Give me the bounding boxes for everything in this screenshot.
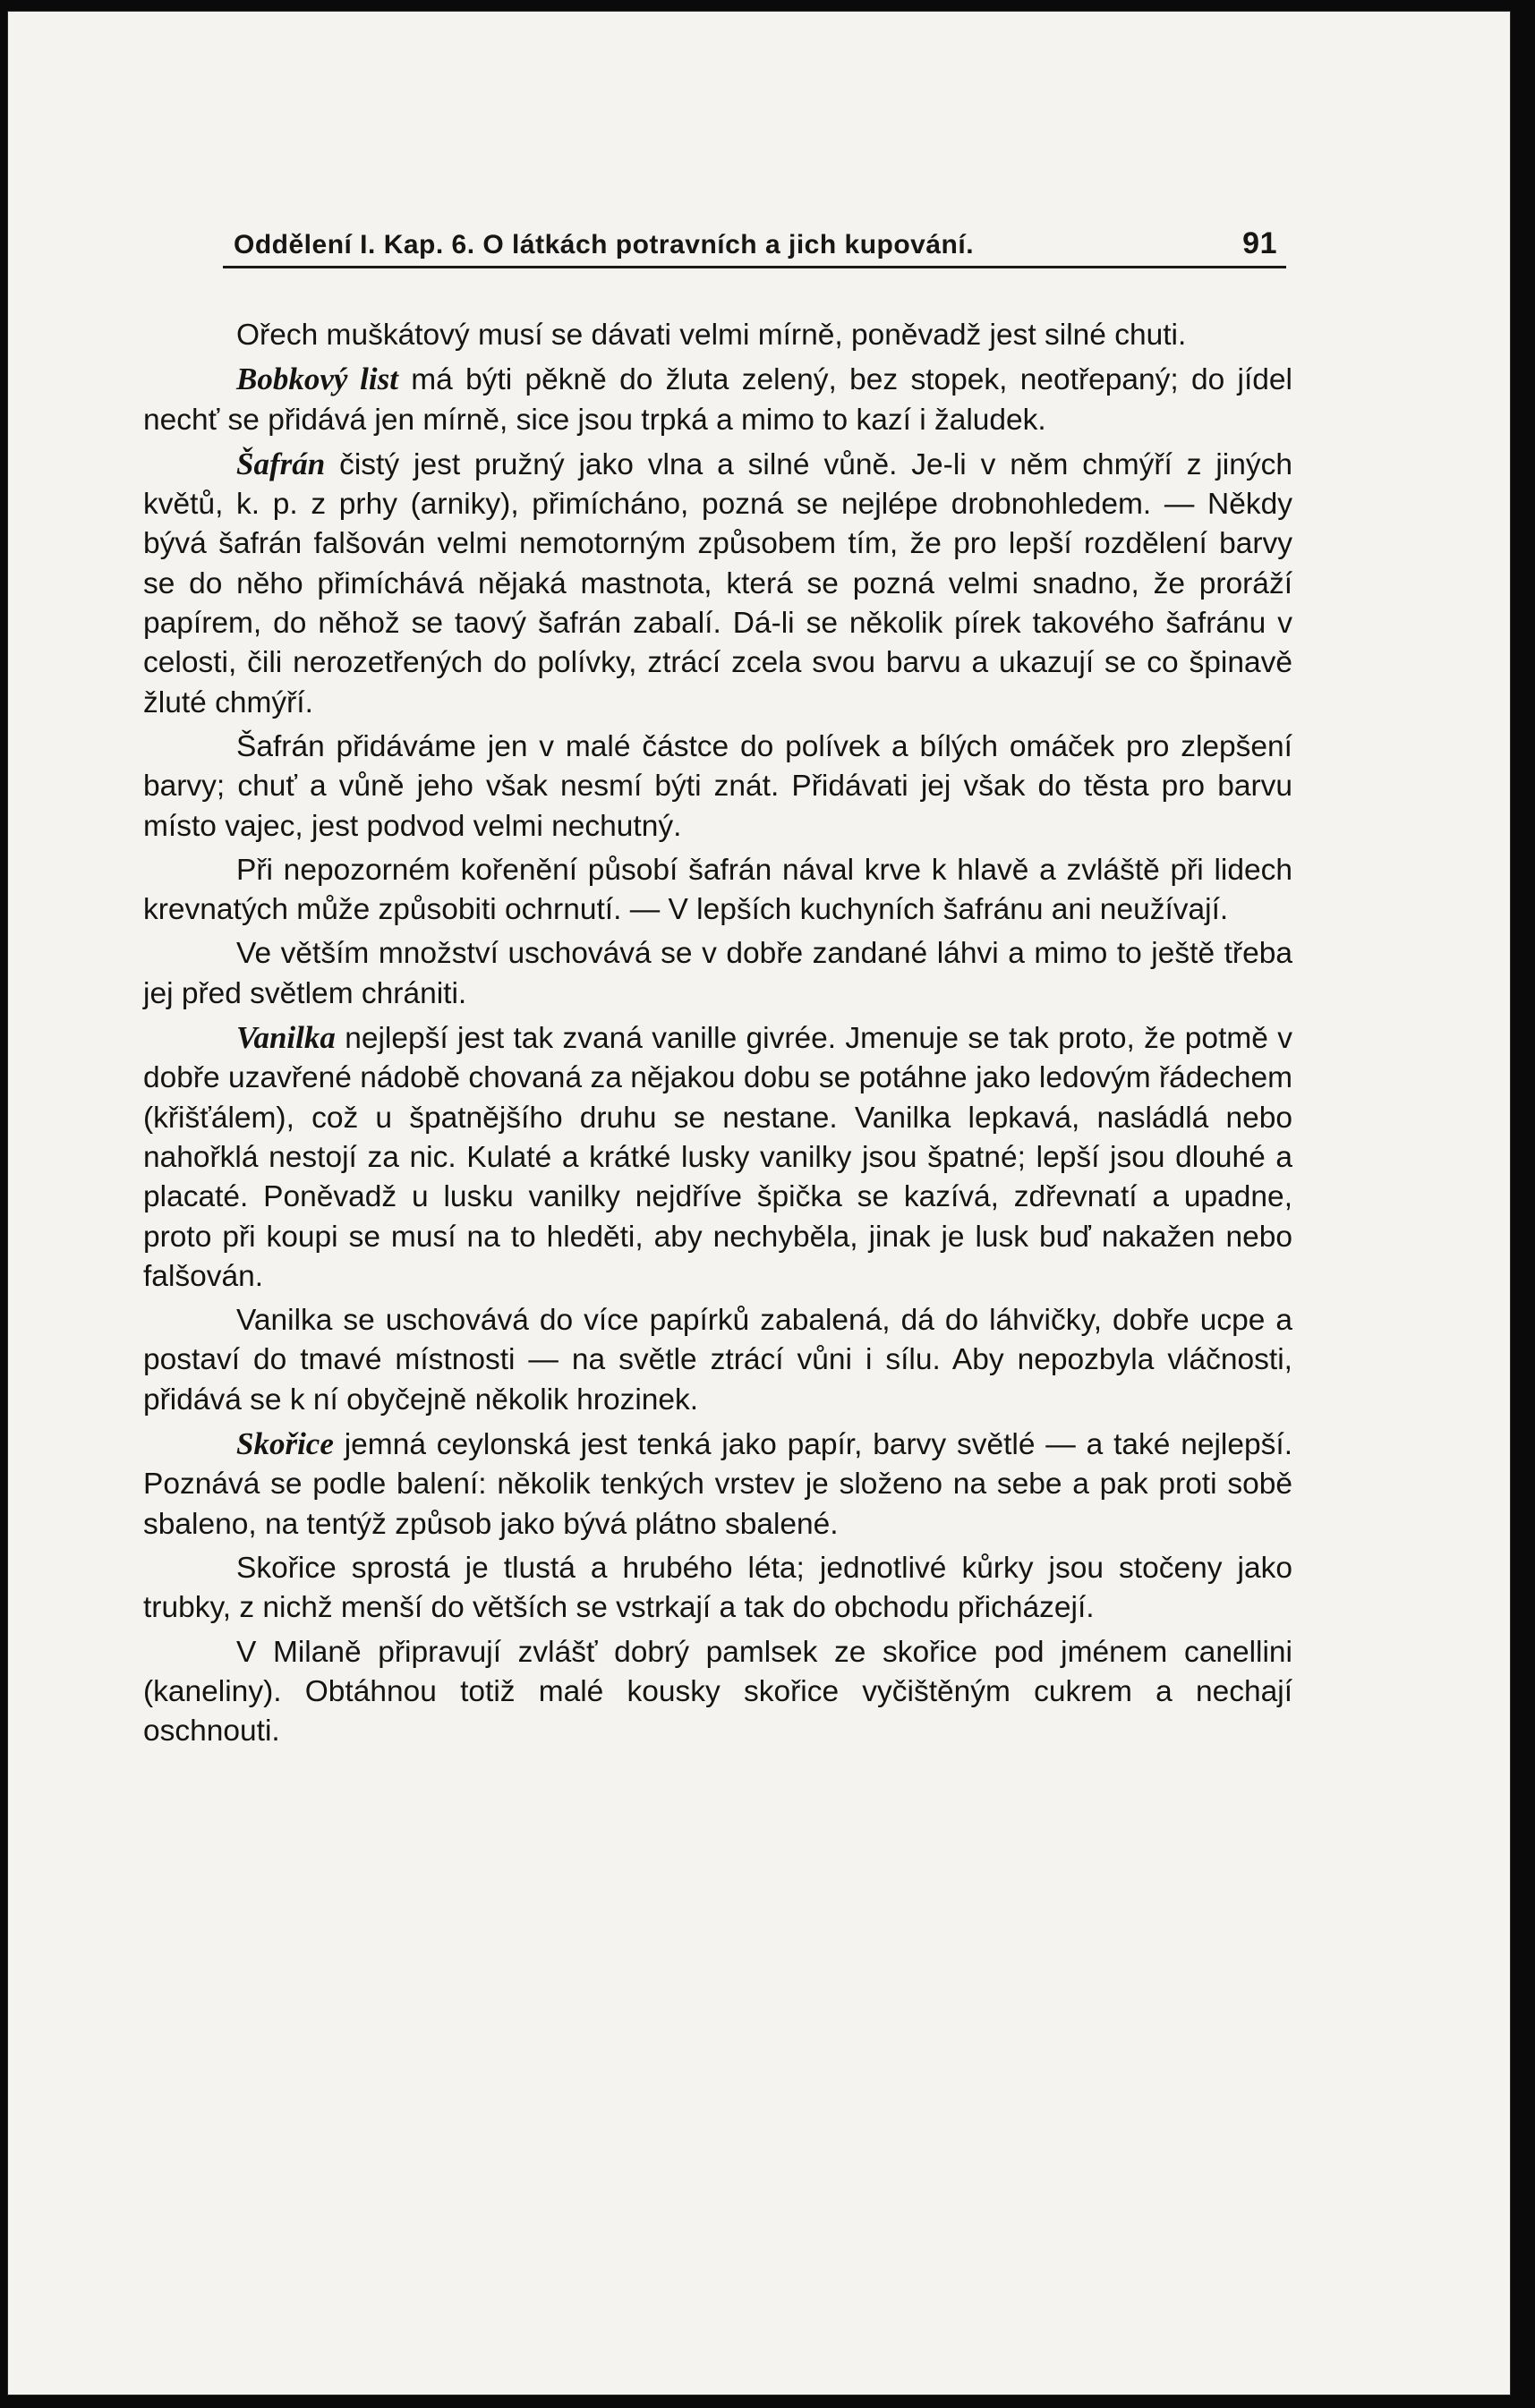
- paragraph-text: nejlepší jest tak zvaná vanille givrée. Jmenuje se tak proto, že potmě v dobře uzavřené nádobě chovaná za nějakou dobu se potáhne jako ledovým řádechem (křišťálem), což u špatnějšího druhu se nestane. Vanilka lepkavá, nasládlá nebo nahořklá nestojí za nic. Kulaté a krátké lusky vanilky jsou špatné; lepší jsou dlouhé a placaté. Poněvadž u lusku vanilky nejdříve špička se kazívá, zdřevnatí a upadne, proto při koupi se musí na to hleděti, aby nechyběla, jinak je lusk buď nakažen nebo falšován.: [143, 1022, 1292, 1293]
- page-body: [143, 316, 1292, 1751]
- paragraph: [143, 360, 1292, 440]
- paragraph: [143, 1018, 1292, 1297]
- page-number: 91: [1242, 226, 1277, 260]
- paragraph: [143, 1633, 1292, 1752]
- paragraph: [143, 1549, 1292, 1629]
- paragraph-lead: Šafrán: [236, 446, 326, 481]
- header-title: Oddělení I. Kap. 6. O látkách potravních a jich kupování.: [234, 230, 975, 260]
- paragraph: [143, 934, 1292, 1014]
- paragraph-text: jemná ceylonská jest tenká jako papír, barvy světlé — a také nejlepší. Poznává se podle balení: několik tenkých vrstev je složeno na sebe a pak proti sobě sbaleno, na tentýž způsob jako bývá plátno sbalené.: [143, 1428, 1292, 1541]
- paragraph-text: čistý jest pružný jako vlna a silné vůně. Je-li v něm chmýří z jiných květů, k. p. z prhy (arniky), přimícháno, pozná se nejlépe drobnohledem. — Někdy bývá šafrán falšován velmi nemotorným způsobem tím, že pro lepší rozdělení barvy se do něho přimíchává nějaká mastnota, která se pozná velmi snadno, že proráží papírem, do něhož se taový šafrán zabalí. Dá-li se několik pírek takového šafránu v celosti, čili nerozetřených do polívky, ztrácí zcela svou barvu a ukazují se co špinavě žluté chmýří.: [143, 447, 1292, 719]
- paragraph: [143, 851, 1292, 931]
- paragraph-text: má býti pěkně do žluta zelený, bez stopek, neotřepaný; do jídel nechť se přidává jen mírně, sice jsou trpká a mimo to kazí i žaludek.: [143, 363, 1292, 437]
- paragraph-text: Při nepozorném kořenění působí šafrán nával krve k hlavě a zvláště při lidech krevnatých může způsobiti ochrnutí. — V lepších kuchyních šafránu ani neužívají.: [143, 853, 1292, 927]
- paragraph-text: Skořice sprostá je tlustá a hrubého léta; jednotlivé kůrky jsou stočeny jako trubky, z nichž menší do větších se vstrkají a tak do obchodu přicházejí.: [143, 1551, 1292, 1625]
- paragraph: [143, 445, 1292, 723]
- paragraph: [143, 728, 1292, 847]
- paragraph-text: Vanilka se uschovává do více papírků zabalená, dá do láhvičky, dobře ucpe a postaví do tmavé místnosti — na světle ztrácí vůni i sílu. Aby nepozbyla vláčnosti, přidává se k ní obyčejně několik hrozinek.: [143, 1304, 1292, 1417]
- paragraph: [143, 1425, 1292, 1544]
- paragraph: [143, 1301, 1292, 1420]
- paragraph-text: Šafrán přidáváme jen v malé částce do polívek a bílých omáček pro zlepšení barvy; chuť a vůně jeho však nesmí býti znát. Přidávati jej však do těsta pro barvu místo vajec, jest podvod velmi nechutný.: [143, 729, 1292, 843]
- paragraph-text: Ve větším množství uschovává se v dobře zandané láhvi a mimo to ještě třeba jej před světlem chrániti.: [143, 937, 1292, 1010]
- paragraph-text: V Milaně připravují zvlášť dobrý pamlsek ze skořice pod jménem canellini (kaneliny). Obtáhnou totiž malé kousky skořice vyčištěným cukrem a nechají oschnouti.: [143, 1635, 1292, 1749]
- running-header: [223, 225, 1286, 268]
- paragraph-lead: Skořice: [236, 1426, 334, 1462]
- paragraph: [143, 316, 1292, 355]
- paragraph-lead: Bobkový list: [236, 362, 398, 397]
- paragraph-text: Ořech muškátový musí se dávati velmi mírně, poněvadž jest silné chuti.: [236, 319, 1187, 352]
- paragraph-lead: Vanilka: [236, 1020, 336, 1056]
- book-page: [7, 11, 1511, 2395]
